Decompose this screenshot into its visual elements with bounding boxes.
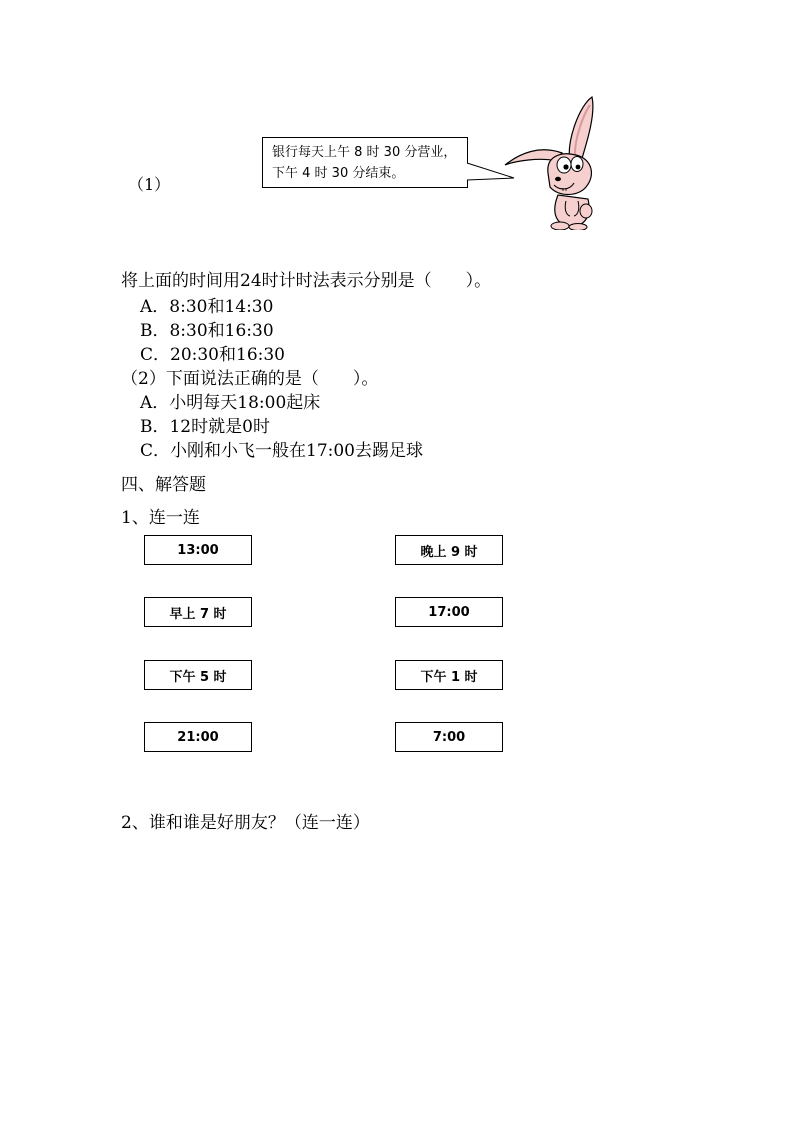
- question-1-label: （1）: [128, 175, 171, 194]
- question-1-option-b: B．8:30和16:30: [140, 321, 274, 341]
- question-1-option-c: C．20:30和16:30: [140, 345, 285, 365]
- match-box-left-3: 下午 5 时: [144, 660, 252, 690]
- match-box-left-4: 21:00: [144, 722, 252, 752]
- match-box-right-2: 17:00: [395, 597, 503, 627]
- part-heading: 四、解答题: [121, 475, 206, 495]
- match-box-right-4: 7:00: [395, 722, 503, 752]
- question-2-option-c: C．小刚和小飞一般在17:00去踢足球: [140, 441, 423, 461]
- task-2-title: 2、谁和谁是好朋友？（连一连）: [121, 813, 370, 833]
- bubble-text-line-1: 银行每天上午 8 时 30 分营业，: [272, 145, 457, 160]
- question-1-option-a: A．8:30和14:30: [140, 297, 274, 317]
- match-box-left-1: 13:00: [144, 535, 252, 565]
- question-2-option-a: A．小明每天18:00起床: [140, 393, 321, 413]
- speech-bubble: [262, 137, 468, 188]
- task-1-title: 1、连一连: [121, 508, 200, 528]
- match-box-right-3: 下午 1 时: [395, 660, 503, 690]
- question-1-text: 将上面的时间用24时计时法表示分别是（ ）。: [121, 271, 492, 291]
- match-box-right-1: 晚上 9 时: [395, 535, 503, 565]
- rabbit-icon: [500, 95, 610, 230]
- question-2-option-b: B．12时就是0时: [140, 417, 270, 437]
- bubble-text-line-2: 下午 4 时 30 分结束。: [272, 166, 405, 181]
- match-box-left-2: 早上 7 时: [144, 597, 252, 627]
- question-2-text: （2）下面说法正确的是（ ）。: [121, 369, 379, 389]
